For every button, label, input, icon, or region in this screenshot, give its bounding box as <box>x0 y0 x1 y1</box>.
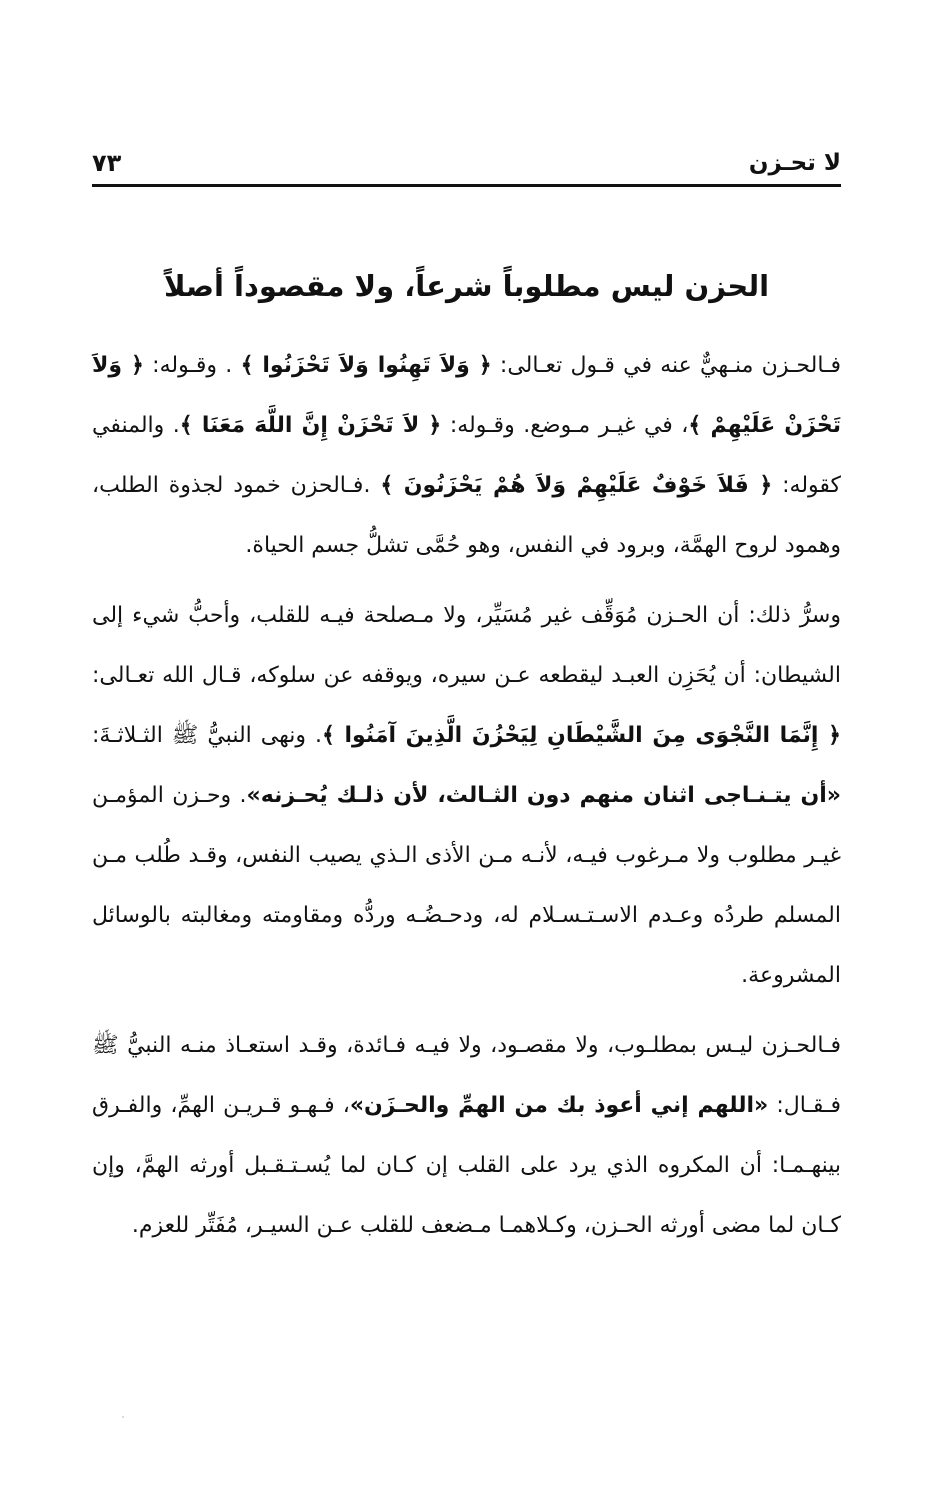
quran-verse: ﴿ لاَ تَحْزَنْ إِنَّ اللَّهَ مَعَنَا ﴾ <box>179 413 442 438</box>
paragraph-3 <box>92 1016 841 1256</box>
body-text <box>92 336 841 1256</box>
quran-verse: ﴿ وَلاَ تَحْزَنْ عَلَيْهِمْ ﴾ <box>92 353 842 438</box>
text-run: . وقـوله: <box>143 353 241 378</box>
text-run: ، فـهـو قـريـن الهمِّ، والفـرق بينهـمـا: أن المكروه الذي يرد على القلب إن كـان لما يُسـتـقـبل أورثه الهمَّ، وإن كـان لما مضى أورثه الحـزن، وكـلاهمـا مـضعف للقلب عـن السيـر، مُفَتِّر للعزم. <box>92 1093 841 1238</box>
quran-verse: ﴿ إِنَّمَا النَّجْوَى مِنَ الشَّيْطَانِ لِيَحْزُنَ الَّذِينَ آمَنُوا ﴾ <box>321 723 842 748</box>
text-run: . والمنفي كقوله: <box>92 413 841 498</box>
paragraph-2 <box>92 586 841 1006</box>
text-run: وسرُّ ذلك: أن الحـزن مُوَقِّف غير مُسَيِّر، ولا مـصلحة فيـه للقلب، وأحبُّ شيء إلى الشيطان: أن يُحَزِن العبـد ليقطعه عـن سيره، ويوقفه عن سلوكه، قـال الله تعـالى: <box>92 603 841 688</box>
text-run: . وحـزن المؤمـن غيـر مطلوب ولا مـرغوب فيـه، لأنـه مـن الأذى الـذي يصيب النفس، وقـد طُلب مـن المسلم طردُه وعـدم الاسـتـسـلام له، ودحـضُـه وردُّه ومقاومته ومغالبته بالوسائل المشروعة. <box>92 783 841 988</box>
text-run: فـالحـزن منـهيٌّ عنه في قـول تعـالى: <box>491 353 841 378</box>
hadith-quote: «اللهم إني أعوذ بك من الهمِّ والحـزَن» <box>349 1093 769 1118</box>
quran-verse: ﴿ فَلاَ خَوْفٌ عَلَيْهِمْ وَلاَ هُمْ يَحْزَنُونَ ﴾ <box>380 473 773 498</box>
hadith-quote: «أن يتـنـاجى اثنان منهم دون الثـالث، لأن ذلـك يُحـزنه» <box>246 783 841 808</box>
book-title: لا تحـزن <box>748 150 841 176</box>
chapter-title: الحزن ليس مطلوباً شرعاً، ولا مقصوداً أصلاً <box>163 269 770 303</box>
text-run: . ونهى النبيُّ ﷺ الثـلاثـةَ: <box>92 723 322 748</box>
quran-verse: ﴿ وَلاَ تَهِنُوا وَلاَ تَحْزَنُوا ﴾ <box>240 353 492 378</box>
page-number: ٧٣ <box>92 149 122 177</box>
header-divider <box>92 184 841 187</box>
paragraph-1 <box>92 336 841 576</box>
scan-artifact <box>122 1416 124 1418</box>
running-header <box>92 146 841 180</box>
text-run: ، في غيـر مـوضع. وقـوله: <box>441 413 689 438</box>
text-run: .فـالحزن خمود لجذوة الطلب، وهمود لروح الهمَّة، وبرود في النفس، وهو حُمَّى تشلُّ جسم الحياة. <box>92 473 841 558</box>
text-run: فـالحـزن ليـس بمطلـوب، ولا مقصـود، ولا فيـه فـائدة، وقـد استعـاذ منـه النبيُّ ﷺ فـقـال: <box>92 1033 841 1118</box>
